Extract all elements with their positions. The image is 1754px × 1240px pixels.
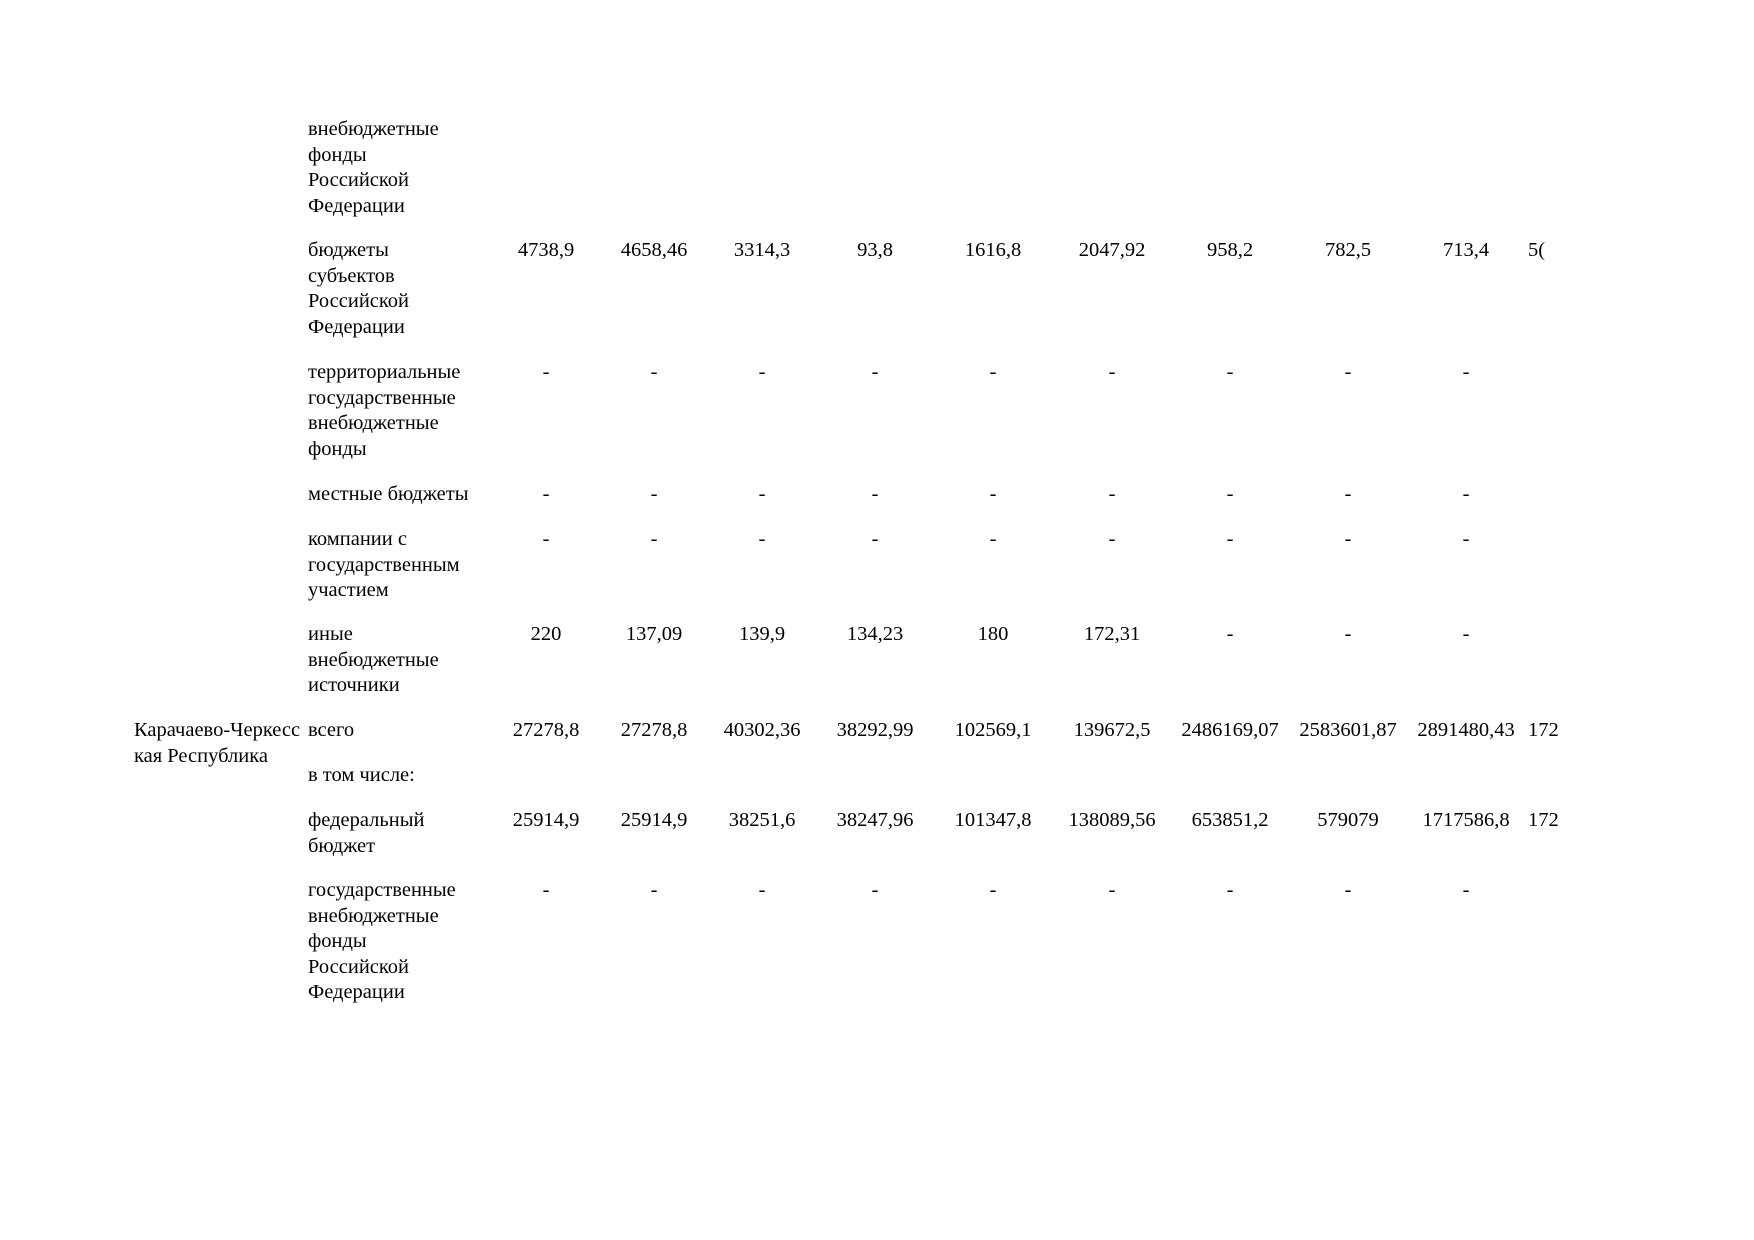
value-cell: 2583601,87 [1299,719,1397,741]
row-label-line: бюджет [308,834,376,857]
row-label [308,527,493,604]
value-cell: 38247,96 [836,809,914,831]
row-label-line: Федерации [308,981,405,1004]
value-cell: - [1108,528,1116,550]
value-cell: 139,9 [738,623,786,645]
value-cell: 713,4 [1442,239,1490,261]
row-label-line: Российской [308,955,410,978]
value-cell: - [542,483,550,505]
value-cell: 137,09 [625,623,683,645]
row-label-line: местные бюджеты [308,483,469,505]
row-label-line: всего [308,719,355,741]
value-cell: 220 [530,623,562,645]
value-cell: 5( [1528,239,1546,261]
row-label-line: внебюджетные [308,118,439,140]
row-label-line: фонды [308,437,367,460]
row-label-line: внебюджетные [308,412,439,435]
value-cell: 93,8 [857,239,893,261]
row-label [308,763,493,789]
value-cell: - [650,528,658,550]
value-cell: 172 [1528,809,1559,831]
row-label [308,482,493,508]
value-cell: 172 [1528,719,1559,741]
value-cell: 3314,3 [733,239,791,261]
value-cell: - [1462,623,1470,645]
row-label-line: в том числе: [308,764,415,786]
row-label-line: государственные [308,386,456,409]
value-cell: - [1108,879,1116,901]
value-cell: - [1344,483,1352,505]
row-label-line: бюджеты [308,239,389,261]
value-cell: - [871,361,879,383]
row-label-line: Федерации [308,315,405,338]
value-cell: - [1344,361,1352,383]
row-label-line: внебюджетные [308,904,439,927]
value-cell: 102569,1 [954,719,1032,741]
row-label-line: субъектов [308,264,395,287]
row-label-line: фонды [308,143,367,166]
value-cell: - [871,483,879,505]
value-cell: 172,31 [1083,623,1141,645]
value-cell: 180 [977,623,1009,645]
row-label-line: федеральный [308,809,425,831]
value-cell: - [989,528,997,550]
value-cell: - [1108,361,1116,383]
value-cell: 25914,9 [620,809,688,831]
row-label-line: источники [308,674,400,697]
value-cell: 138089,56 [1068,809,1156,831]
value-cell: - [1344,528,1352,550]
row-label-line: Российской [308,169,410,192]
value-cell: 38292,99 [836,719,914,741]
region-name: Карачаево-Черкесская Республика [134,719,301,767]
value-cell: - [650,879,658,901]
value-cell: 40302,36 [723,719,801,741]
row-label-line: государственным [308,553,460,576]
value-cell: 2891480,43 [1417,719,1515,741]
value-cell: - [1462,879,1470,901]
value-cell: - [1462,483,1470,505]
value-cell: - [650,483,658,505]
value-cell: - [1344,623,1352,645]
value-cell: 2486169,07 [1181,719,1279,741]
value-cell: 4738,9 [517,239,575,261]
row-label [308,878,493,1006]
row-label [308,808,493,859]
value-cell: 579079 [1317,809,1379,831]
row-label [308,238,493,340]
value-cell: - [542,528,550,550]
value-cell: - [1462,361,1470,383]
value-cell: - [989,361,997,383]
value-cell: 101347,8 [954,809,1032,831]
value-cell: - [758,483,766,505]
row-label [308,718,493,744]
row-label [308,117,493,219]
value-cell: - [1226,483,1234,505]
value-cell: 1616,8 [964,239,1022,261]
row-label-line: участием [308,579,389,602]
row-label-line: фонды [308,930,367,953]
value-cell: - [542,361,550,383]
value-cell: 958,2 [1206,239,1254,261]
value-cell: 2047,92 [1078,239,1146,261]
value-cell: 134,23 [846,623,904,645]
value-cell: 25914,9 [512,809,580,831]
value-cell: 139672,5 [1073,719,1151,741]
value-cell: 27278,8 [620,719,688,741]
row-label-line: иные [308,623,353,645]
value-cell: - [1344,879,1352,901]
row-label-line: Российской [308,290,410,313]
row-label-line: территориальные [308,361,461,383]
value-cell: - [1226,528,1234,550]
row-label-line: компании с [308,528,407,550]
value-cell: - [650,361,658,383]
value-cell: - [989,483,997,505]
value-cell: 27278,8 [512,719,580,741]
value-cell: 782,5 [1324,239,1372,261]
value-cell: - [1226,361,1234,383]
row-label-line: государственные [308,879,456,901]
value-cell: - [1226,623,1234,645]
value-cell: - [758,361,766,383]
value-cell: - [758,528,766,550]
value-cell: - [1462,528,1470,550]
value-cell: - [758,879,766,901]
row-label [308,360,493,462]
row-label-line: внебюджетные [308,648,439,671]
value-cell: - [1108,483,1116,505]
row-label-line: Федерации [308,194,405,217]
value-cell: - [871,528,879,550]
value-cell: - [542,879,550,901]
value-cell: - [989,879,997,901]
value-cell: - [1226,879,1234,901]
value-cell: 4658,46 [620,239,688,261]
row-label [308,622,493,699]
value-cell: 653851,2 [1191,809,1269,831]
value-cell: - [871,879,879,901]
value-cell: 38251,6 [728,809,796,831]
value-cell: 1717586,8 [1422,809,1510,831]
